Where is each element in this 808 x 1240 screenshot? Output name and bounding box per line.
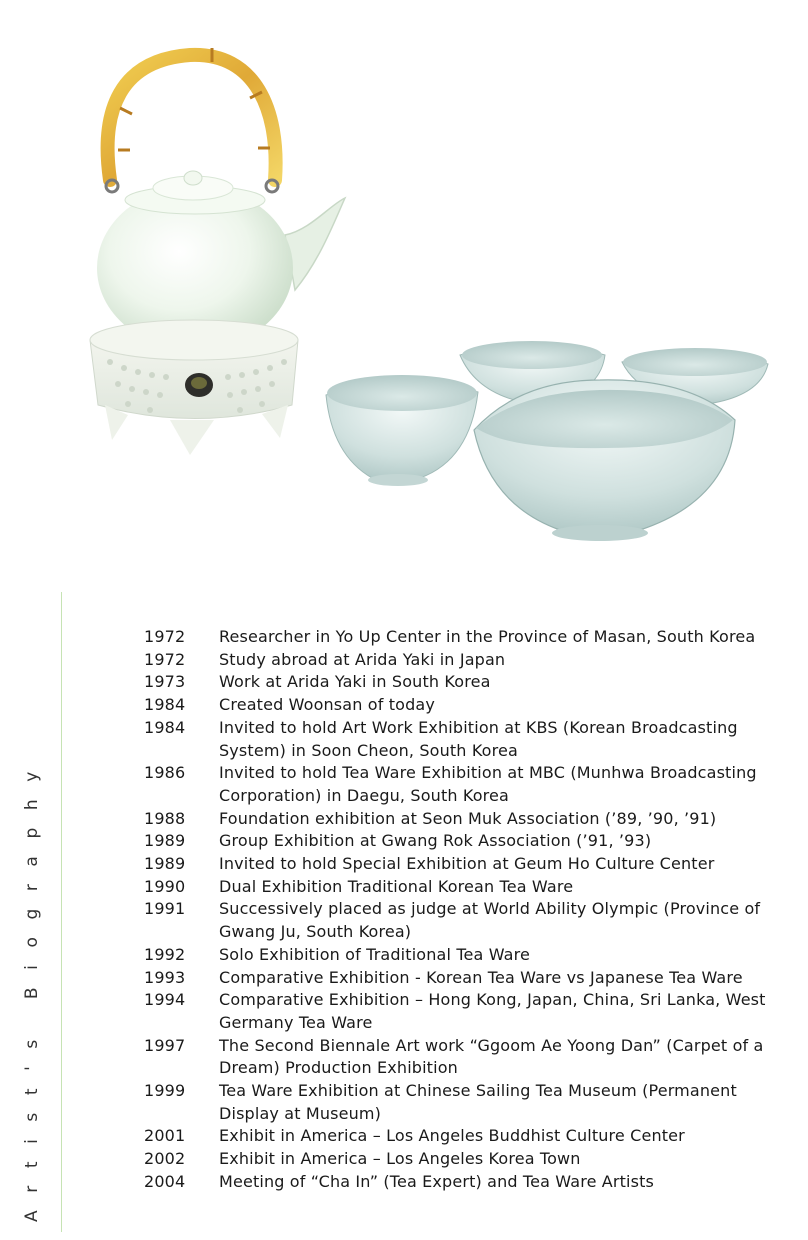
side-divider-line: [61, 592, 62, 1232]
entry-year: 2004: [144, 1171, 186, 1191]
timeline-entry: [144, 989, 794, 1034]
timeline-entry: [144, 1080, 794, 1125]
entry-year: 1986: [144, 763, 186, 783]
timeline-entry: [144, 1125, 794, 1148]
entry-year: 1973: [144, 672, 186, 692]
entry-description: Work at Arida Yaki in South Korea: [219, 672, 491, 692]
entry-description: Invited to hold Special Exhibition at Geum Ho Culture Center: [219, 854, 715, 874]
timeline-entry: [144, 1171, 794, 1194]
tea-warmer-stand: [90, 320, 298, 455]
entry-description: Successively placed as judge at World Ability Olympic (Province of Gwang Ju, South Korea): [219, 899, 761, 942]
entry-description: Dual Exhibition Traditional Korean Tea Ware: [219, 876, 574, 896]
entry-description: Tea Ware Exhibition at Chinese Sailing Tea Museum (Permanent Display at Museum): [219, 1081, 737, 1123]
entry-description: Study abroad at Arida Yaki in Japan: [219, 649, 506, 669]
entry-description: Invited to hold Art Work Exhibition at KBS (Korean Broadcasting System) in Soon Cheon, South Korea: [219, 717, 738, 760]
entry-description: Researcher in Yo Up Center in the Province of Masan, South Korea: [219, 627, 756, 646]
entry-description: Created Woonsan of today: [219, 695, 435, 715]
entry-year: 1993: [144, 967, 186, 987]
tea-ware-photo: [0, 0, 808, 580]
timeline-entry: [144, 1035, 794, 1080]
timeline-entry: [144, 626, 794, 649]
entry-year: 1990: [144, 876, 186, 896]
timeline-entry: [144, 898, 794, 943]
timeline-entry: [144, 717, 794, 762]
entry-year: 2001: [144, 1126, 186, 1146]
entry-year: 1972: [144, 627, 186, 646]
entry-description: Exhibit in America – Los Angeles Korea Town: [219, 1149, 581, 1169]
entry-description: Meeting of “Cha In” (Tea Expert) and Tea Ware Artists: [219, 1171, 655, 1191]
timeline-entry: [144, 762, 794, 807]
entry-description: Group Exhibition at Gwang Rok Association (’91, ’93): [219, 831, 652, 851]
entry-year: 1992: [144, 944, 186, 964]
timeline-entry: [144, 671, 794, 694]
entry-description: Solo Exhibition of Traditional Tea Ware: [219, 944, 530, 964]
entry-year: 1988: [144, 808, 186, 828]
entry-year: 1997: [144, 1035, 186, 1055]
timeline-entry: [144, 694, 794, 717]
timeline-entry: [144, 830, 794, 853]
entry-year: 2002: [144, 1149, 186, 1169]
entry-description: Comparative Exhibition - Korean Tea Ware vs Japanese Tea Ware: [219, 967, 743, 987]
entry-year: 1989: [144, 831, 186, 851]
timeline-entry: [144, 808, 794, 831]
timeline-entry: [144, 876, 794, 899]
side-title: Artist's Biography: [22, 754, 42, 1222]
timeline-entry: [144, 853, 794, 876]
entry-year: 1972: [144, 649, 186, 669]
biography-timeline: [144, 626, 794, 1194]
entry-year: 1999: [144, 1081, 186, 1101]
entry-description: Foundation exhibition at Seon Muk Association (’89, ’90, ’91): [219, 808, 717, 828]
entry-description: The Second Biennale Art work “Ggoom Ae Yoong Dan” (Carpet of a Dream) Production Exhibition: [219, 1035, 764, 1078]
tea-cups: [326, 341, 768, 541]
entry-year: 1994: [144, 990, 186, 1010]
entry-description: Comparative Exhibition – Hong Kong, Japan, China, Sri Lanka, West Germany Tea Ware: [219, 990, 766, 1032]
timeline-entry: [144, 1148, 794, 1171]
timeline-entry: [144, 649, 794, 672]
entry-year: 1991: [144, 899, 186, 919]
entry-year: 1989: [144, 854, 186, 874]
entry-description: Invited to hold Tea Ware Exhibition at MBC (Munhwa Broadcasting Corporation) in Daegu, South Korea: [219, 763, 757, 805]
entry-year: 1984: [144, 695, 186, 715]
bamboo-handle: [106, 48, 278, 192]
entry-year: 1984: [144, 717, 186, 737]
timeline-entry: [144, 967, 794, 990]
entry-description: Exhibit in America – Los Angeles Buddhist Culture Center: [219, 1126, 685, 1146]
timeline-entry: [144, 944, 794, 967]
